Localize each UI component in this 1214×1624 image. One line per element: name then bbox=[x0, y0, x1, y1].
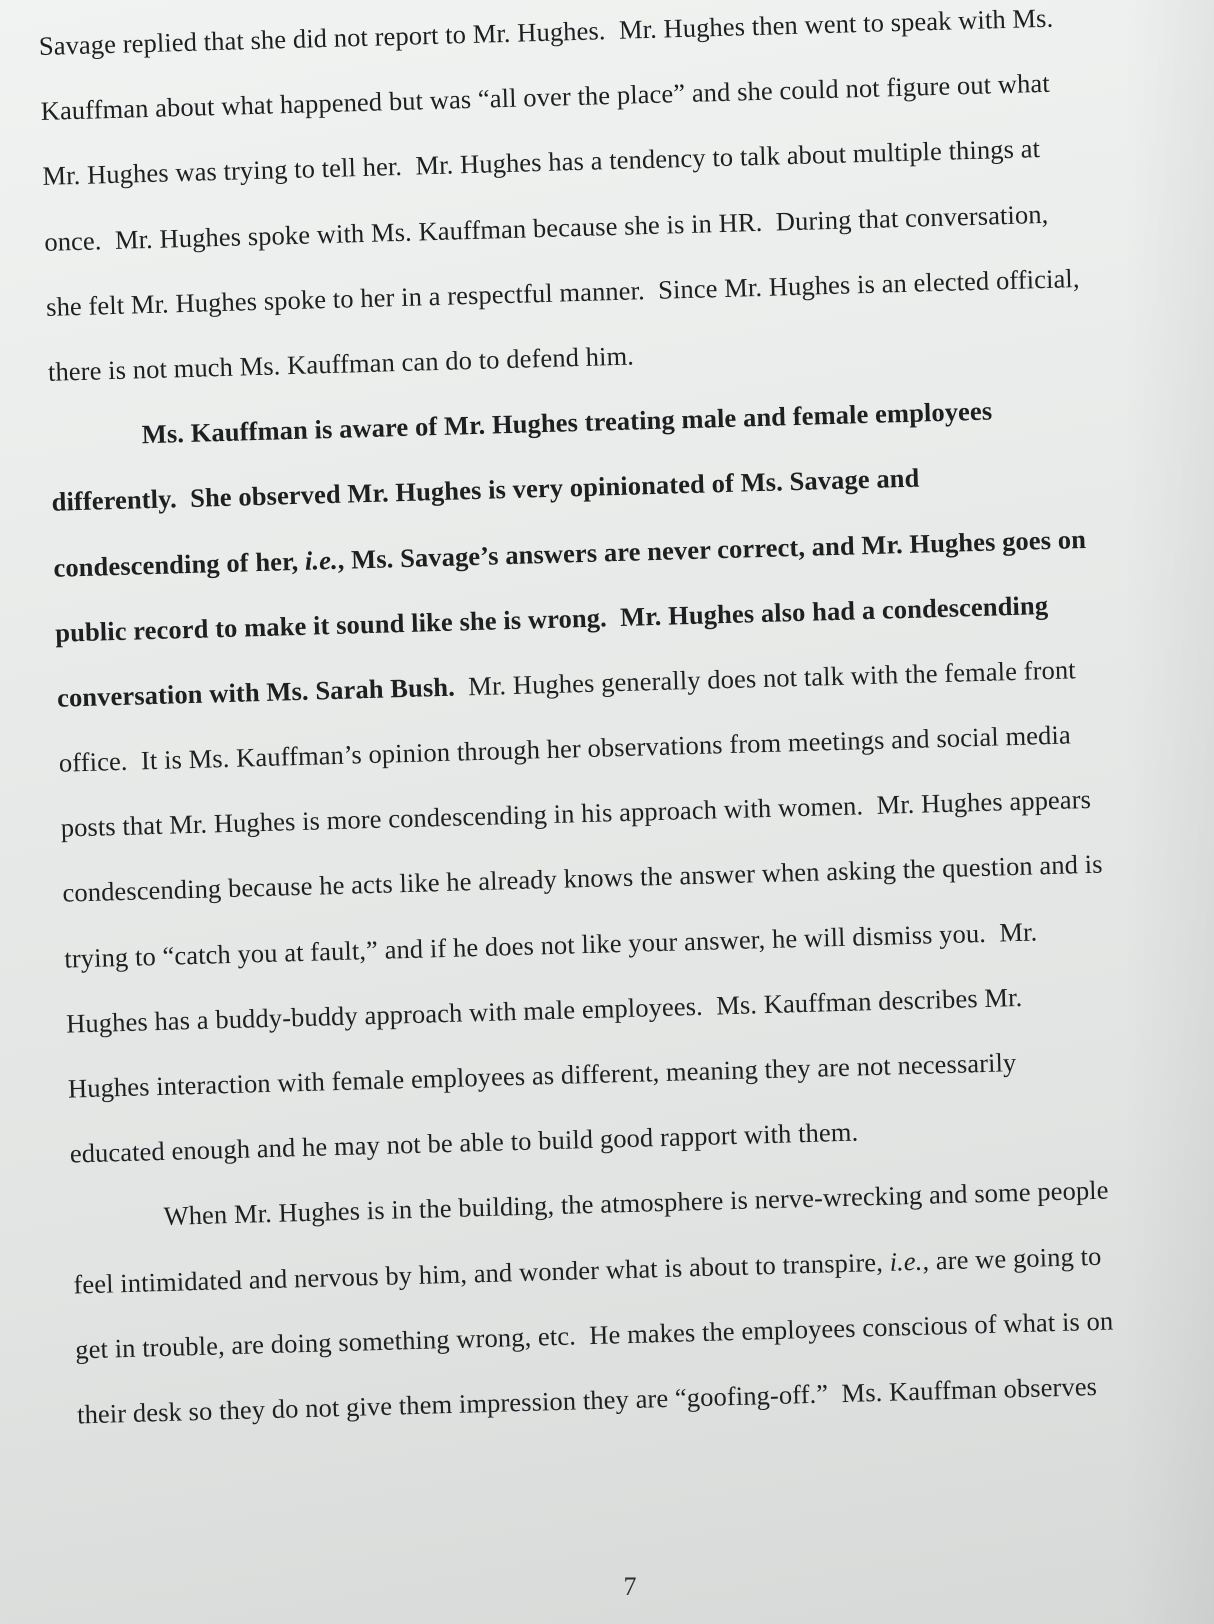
text-segment: get in trouble, are doing something wrong, etc. He makes the employees conscious of what is on bbox=[74, 1305, 1114, 1365]
text-segment: , are we going to bbox=[921, 1240, 1102, 1276]
text-segment: Hughes interaction with female employees as different, meaning they are not necessarily bbox=[67, 1047, 1017, 1104]
text-segment: posts that Mr. Hughes is more condescending in his approach with women. Mr. Hughes appears bbox=[60, 784, 1092, 843]
text-segment: Savage replied that she did not report to Mr. Hughes. Mr. Hughes then went to speak with Ms. bbox=[38, 2, 1054, 61]
text-segment: once. Mr. Hughes spoke with Ms. Kauffman because she is in HR. During that conversation, bbox=[43, 198, 1049, 257]
text-segment: condescending of her, bbox=[53, 545, 306, 583]
text-segment: trying to “catch you at fault,” and if he does not like your answer, he will dismiss you. Mr. bbox=[63, 916, 1038, 974]
text-segment: i.e. bbox=[889, 1245, 923, 1277]
text-segment: Mr. Hughes was trying to tell her. Mr. Hughes has a tendency to talk about multiple things at bbox=[42, 133, 1041, 192]
text-segment: Kauffman about what happened but was “all over the place” and she could not figure out what bbox=[40, 67, 1051, 127]
text-segment: condescending because he acts like he already knows the answer when asking the question and is bbox=[62, 849, 1103, 909]
text-segment: , Ms. Savage’s answers are never correct, and Mr. Hughes goes on bbox=[337, 523, 1087, 575]
text-segment: office. It is Ms. Kauffman’s opinion through her observations from meetings and social media bbox=[58, 719, 1072, 778]
page-number: 7 bbox=[623, 1572, 637, 1601]
text-segment: i.e. bbox=[304, 544, 339, 576]
text-segment: educated enough and he may not be able to build good rapport with them. bbox=[69, 1116, 859, 1169]
text-segment: Hughes has a buddy-buddy approach with male employees. Ms. Kauffman describes Mr. bbox=[65, 981, 1023, 1039]
text-segment: When Mr. Hughes is in the building, the atmosphere is nerve-wrecking and some people bbox=[163, 1174, 1109, 1232]
text-segment: conversation with Ms. Sarah Bush. bbox=[56, 671, 456, 713]
text-segment: their desk so they do not give them impression they are “goofing-off.” Ms. Kauffman observes bbox=[76, 1370, 1098, 1430]
text-segment: differently. She observed Mr. Hughes is very opinionated of Ms. Savage and bbox=[51, 462, 920, 518]
text-segment: public record to make it sound like she is wrong. Mr. Hughes also had a condescending bbox=[54, 589, 1049, 648]
text-segment: Mr. Hughes generally does not talk with the female front bbox=[454, 654, 1077, 702]
document-body bbox=[38, 0, 1214, 1448]
text-segment: feel intimidated and nervous by him, and wonder what is about to transpire, bbox=[73, 1246, 890, 1300]
text-segment: she felt Mr. Hughes spoke to her in a respectful manner. Since Mr. Hughes is an elected official, bbox=[45, 262, 1080, 322]
text-segment: Ms. Kauffman is aware of Mr. Hughes treating male and female employees bbox=[141, 395, 993, 450]
text-segment: there is not much Ms. Kauffman can do to defend him. bbox=[47, 340, 635, 387]
